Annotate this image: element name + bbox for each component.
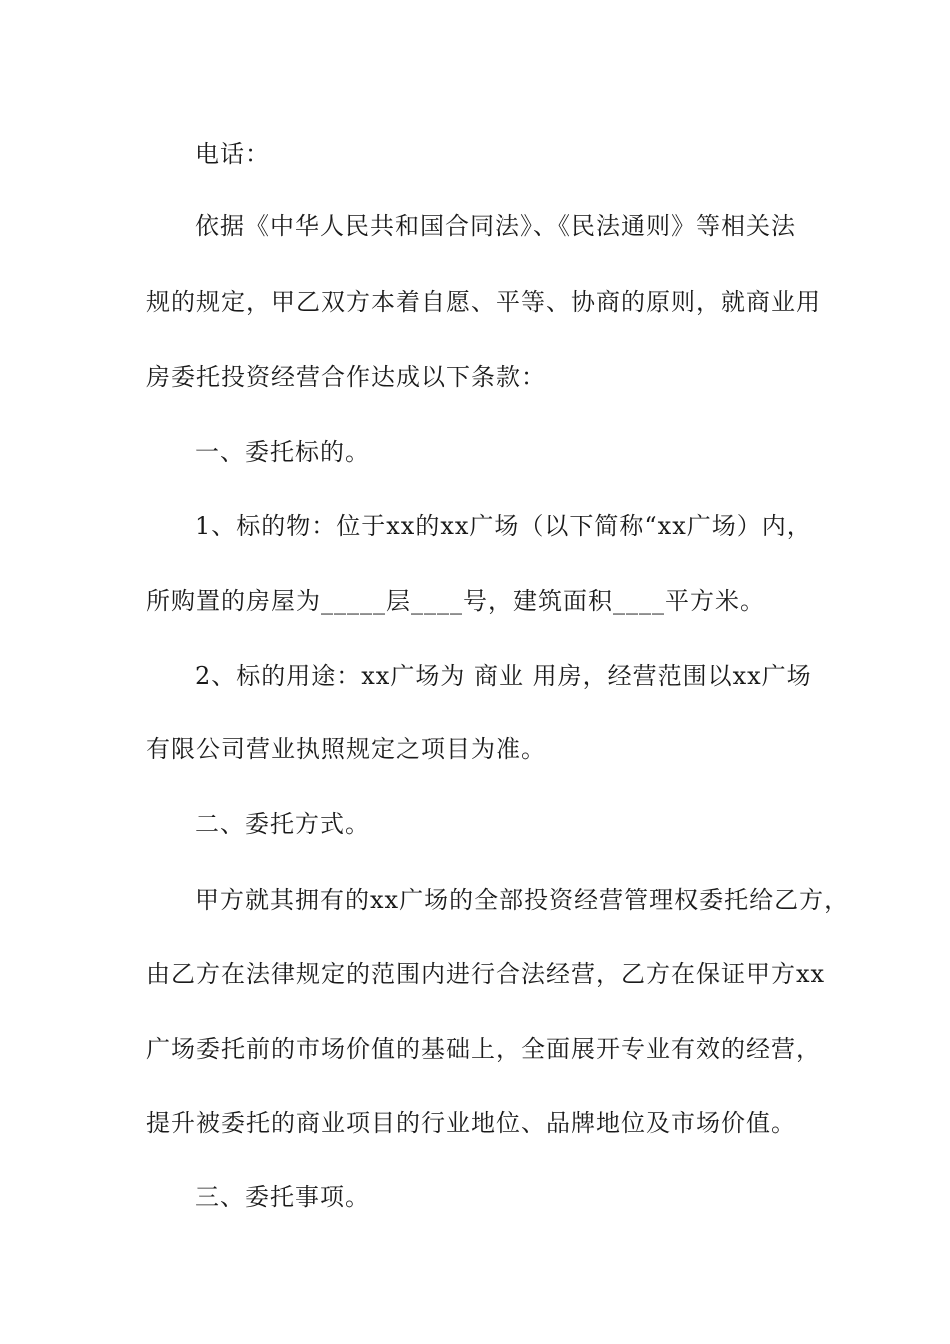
intro-paragraph-line-3: 房委托投资经营合作达成以下条款：: [146, 363, 546, 391]
clause-1-line-2: 所购置的房屋为_____层____号，建筑面积____平方米。: [146, 587, 765, 615]
method-paragraph-line-4: 提升被委托的商业项目的行业地位、品牌地位及市场价值。: [146, 1109, 796, 1137]
section-heading-1: 一、委托标的。: [195, 438, 370, 466]
clause-1-line-1: 1、标的物：位于xx的xx广场（以下简称“xx广场）内，: [195, 512, 812, 540]
phone-label: 电话：: [195, 140, 270, 168]
method-paragraph-line-1: 甲方就其拥有的xx广场的全部投资经营管理权委托给乙方，: [195, 886, 850, 914]
method-paragraph-line-3: 广场委托前的市场价值的基础上，全面展开专业有效的经营，: [146, 1035, 821, 1063]
intro-paragraph-line-2: 规的规定，甲乙双方本着自愿、平等、协商的原则，就商业用: [146, 288, 821, 316]
method-paragraph-line-2: 由乙方在法律规定的范围内进行合法经营，乙方在保证甲方xx: [146, 960, 826, 988]
clause-2-line-1: 2、标的用途：xx广场为 商业 用房，经营范围以xx广场: [195, 662, 812, 690]
clause-2-line-2: 有限公司营业执照规定之项目为准。: [146, 735, 546, 763]
section-heading-2: 二、委托方式。: [195, 810, 370, 838]
intro-paragraph-line-1: 依据《中华人民共和国合同法》、《民法通则》等相关法: [195, 212, 796, 240]
section-heading-3: 三、委托事项。: [195, 1183, 370, 1211]
